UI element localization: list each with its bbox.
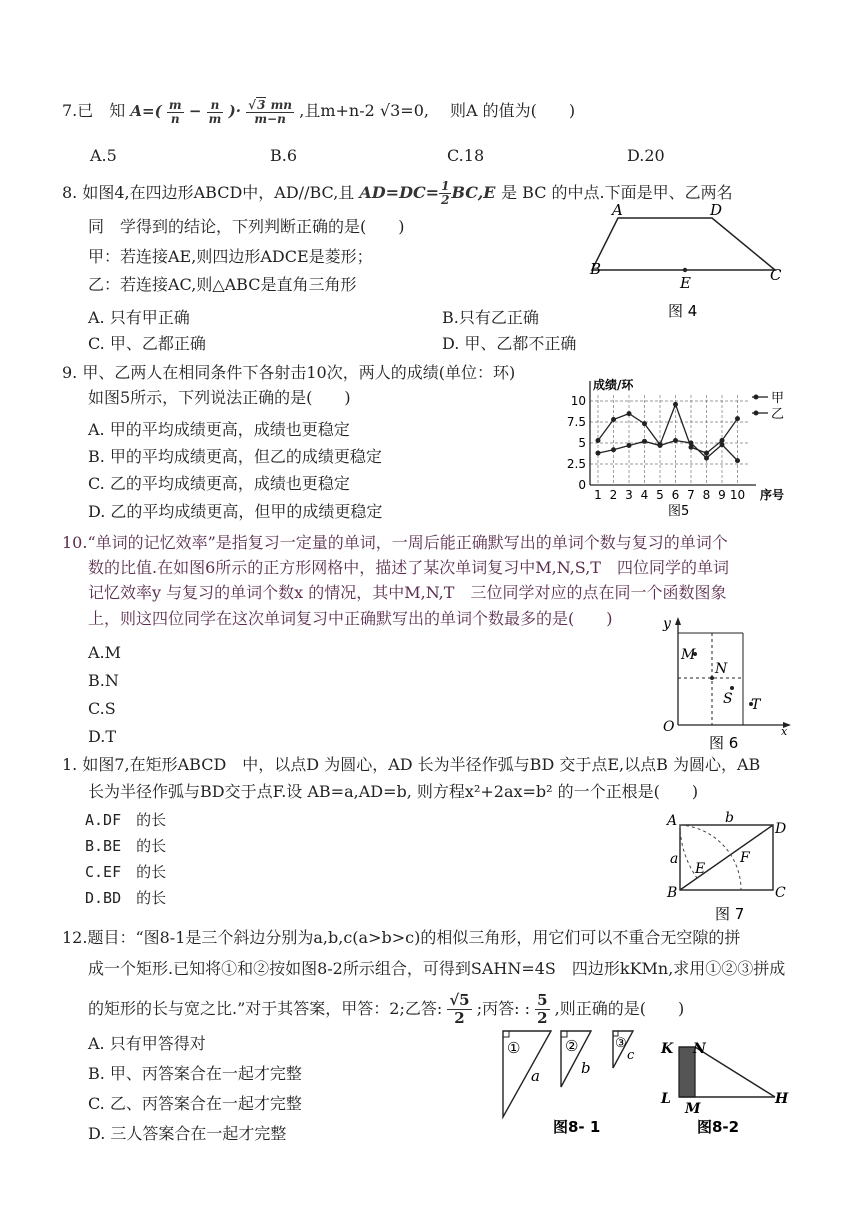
q11-fig-label-b-side: b: [725, 810, 734, 826]
series-point-yi: [596, 451, 601, 456]
q10-option-d[interactable]: D.T: [88, 727, 117, 746]
y-axis-label: 成绩/环: [593, 378, 634, 392]
series-point-yi: [704, 456, 709, 461]
series-point-yi: [611, 447, 616, 452]
q7-option-b[interactable]: B.6: [270, 146, 298, 165]
q11-stem-line1: 1. 如图7,在矩形ABCD 中，以点D 为圆心，AD 长为半径作弧与BD 交于点E,以点B 为圆心，AB: [62, 755, 761, 774]
x-tick-label: 9: [718, 488, 726, 502]
x-tick-label: 3: [625, 488, 633, 502]
series-point-yi: [673, 438, 678, 443]
q8-stem-line1: 8. 如图4,在四边形ABCD中，AD//BC,且 AD=DC= $\frac{1}{2}$ BC,E 是 BC 的中点.下面是甲、乙两名: [62, 179, 733, 207]
q12-option-c[interactable]: C. 乙、丙答案合在一起才完整: [88, 1094, 302, 1113]
q11-fig-caption: 图 7: [715, 905, 745, 923]
x-axis-label: 序号: [760, 488, 785, 502]
q12-fig81-label-3: ③: [615, 1036, 627, 1051]
legend-marker: [754, 411, 759, 416]
q12-option-a[interactable]: A. 只有甲答得对: [88, 1034, 206, 1053]
y-tick-label: 2.5: [566, 457, 586, 471]
q12-fig81-label-b: b: [581, 1059, 591, 1077]
y-tick-label: 7.5: [566, 415, 586, 429]
q7-option-c[interactable]: C.18: [447, 146, 485, 165]
x-tick-label: 2: [609, 488, 618, 502]
q7-stem: [62, 98, 575, 126]
q10-stem-line1: 10.“单词的记忆效率”是指复习一定量的单词，一周后能正确默写出的单词个数与复习的单词个: [62, 533, 728, 552]
q7-prefix: 7.已 知: [62, 101, 126, 120]
x-tick-label: 8: [702, 488, 711, 502]
q10-fig-label-s: S: [723, 691, 733, 707]
q11-fig-label-a-point: A: [667, 813, 678, 829]
q8-condition: AD=DC= $\frac{1}{2}$ BC,E: [359, 179, 496, 207]
legend-marker: [754, 395, 759, 400]
series-point-jia: [627, 411, 632, 416]
q9-stem-line2: 如图5所示，下列说法正确的是( ): [88, 388, 351, 407]
series-point-jia: [611, 417, 616, 422]
q10-option-b[interactable]: B.N: [88, 671, 119, 690]
q9-option-b[interactable]: B. 甲的平均成绩更高，但乙的成绩更稳定: [88, 447, 382, 466]
q10-stem-line2: 数的比值.在如图6所示的正方形网格中，描述了某次单词复习中M,N,S,T 四位同学的单词: [88, 558, 729, 577]
q11-option-a[interactable]: A.DF 的长: [85, 811, 167, 829]
q11-option-b[interactable]: B.BE 的长: [85, 837, 167, 855]
q11-fig-label-c: C: [775, 885, 786, 901]
q9-option-d[interactable]: D. 乙的平均成绩更高，但甲的成绩更稳定: [88, 502, 383, 521]
q12-stem-line3: 的矩形的长与宽之比.”对于其答案，甲答：2;乙答: $\frac{√5}{2}$ ;丙答: : $\frac{5}{2}$ ,则正确的是( ): [88, 991, 685, 1027]
x-tick-label: 4: [640, 488, 649, 502]
q7-suffix: ,且m+n-2 √3=0, 则A 的值为( ): [299, 101, 576, 120]
q8-stem-line2: 同 学得到的结论，下列判断正确的是( ): [88, 217, 405, 236]
q12-option-d[interactable]: D. 三人答案合在一起才完整: [88, 1124, 287, 1143]
q10-fig-label-t: T: [751, 697, 761, 713]
series-point-jia: [673, 402, 678, 407]
q8-figure4: [580, 200, 790, 325]
q8-fig-label-b: B: [590, 260, 602, 278]
q8-fig-caption: 图 4: [668, 302, 698, 320]
q11-option-d[interactable]: D.BD 的长: [85, 889, 167, 907]
q12-option-b[interactable]: B. 甲、丙答案合在一起才完整: [88, 1064, 302, 1083]
q11-stem-line2: 长为半径作弧与BD交于点F.设 AB=a,AD=b, 则方程x²+2ax=b² 的一个正根是( ): [88, 782, 699, 801]
q12-fig82-label-m: M: [685, 1101, 701, 1117]
q10-fig-label-n: N: [715, 661, 728, 677]
q8-option-d[interactable]: D. 甲、乙都不正确: [442, 334, 577, 353]
q12-fig81-label-a: a: [531, 1067, 540, 1085]
q12-fig82-label-k: K: [661, 1041, 674, 1057]
q12-fig82-label-l: L: [661, 1091, 671, 1107]
q12-fig82-label-h: H: [775, 1091, 789, 1107]
q11-figure7: [655, 805, 795, 925]
q12-fig82-label-n: N: [693, 1041, 706, 1057]
q10-figure6: [655, 615, 795, 755]
x-tick-label: 6: [671, 488, 680, 502]
chart-caption: 图5: [668, 504, 690, 519]
y-tick-label: 10: [570, 394, 586, 408]
q12-fig81-label-c: c: [627, 1048, 635, 1063]
q10-fig-label-y: y: [663, 616, 671, 632]
series-point-yi: [720, 442, 725, 447]
q12-fig82-caption: 图8-2: [697, 1118, 740, 1136]
q12-fig81-label-1: ①: [507, 1039, 521, 1057]
q7-option-d[interactable]: D.20: [627, 146, 665, 165]
q7-formula: A=( $\frac{m}{n}$ − $\frac{n}{m}$ )· $\frac{√3 mn}{m-n}$: [130, 97, 293, 126]
q12-figure8-1: [495, 1025, 655, 1140]
q8-fig-label-d: D: [710, 201, 723, 219]
q9-option-c[interactable]: C. 乙的平均成绩更高，成绩也更稳定: [88, 474, 350, 493]
series-point-yi: [642, 439, 647, 444]
y-tick-label: 5: [578, 436, 586, 450]
q10-option-c[interactable]: C.S: [88, 699, 116, 718]
q10-option-a[interactable]: A.M: [88, 643, 122, 662]
q11-option-c[interactable]: C.EF 的长: [85, 863, 167, 881]
q9-option-a[interactable]: A. 甲的平均成绩更高，成绩也更稳定: [88, 420, 350, 439]
series-point-jia: [735, 416, 740, 421]
q8-fig-label-e: E: [680, 274, 691, 292]
q11-fig-label-e: E: [695, 861, 706, 877]
q7-frac-m-n: $\frac{m}{n}$: [168, 97, 182, 126]
x-tick-label: 7: [687, 488, 695, 502]
q8-option-b[interactable]: B.只有乙正确: [442, 308, 539, 327]
q11-fig-label-d: D: [775, 821, 787, 837]
q8-option-a[interactable]: A. 只有甲正确: [88, 308, 190, 327]
q10-fig-label-x: x: [781, 725, 788, 738]
q7-frac-sqrt: $\frac{√3 mn}{m-n}$: [248, 97, 293, 126]
q12-fig81-label-2: ②: [565, 1037, 579, 1055]
series-line-yi: [598, 440, 738, 460]
series-point-jia: [704, 451, 709, 456]
q10-fig-label-m: M: [681, 647, 696, 663]
q8-option-c[interactable]: C. 甲、乙都正确: [88, 334, 206, 353]
x-tick-label: 5: [656, 488, 664, 502]
q12-fig81-caption: 图8- 1: [553, 1118, 601, 1136]
series-line-jia: [598, 404, 738, 453]
legend-label: 乙: [771, 407, 785, 422]
series-point-jia: [596, 438, 601, 443]
q10-stem-line3: 记忆效率y 与复习的单词个数x 的情况，其中M,N,T 三位同学对应的点在同一个函数图象: [88, 583, 727, 602]
series-point-jia: [642, 421, 647, 426]
q11-fig-label-f: F: [740, 850, 750, 866]
q8-fig-label-a: A: [612, 201, 623, 219]
q8-jia: 甲：若连接AE,则四边形ADCE是菱形；: [88, 247, 373, 266]
q8-fig-label-c: C: [770, 266, 782, 284]
q10-stem-line4: 上，则这四位同学在这次单词复习中正确默写出的单词个数最多的是( ): [88, 609, 613, 628]
q12-stem-line1: 12.题目：“图8-1是三个斜边分别为a,b,c(a>b>c)的相似三角形，用它们可以不重合无空隙的拼: [62, 928, 741, 947]
q11-fig-label-a-side: a: [670, 851, 679, 867]
series-point-yi: [627, 443, 632, 448]
y-tick-label: 0: [578, 478, 586, 492]
legend-label: 甲: [771, 391, 785, 406]
series-point-yi: [689, 441, 694, 446]
q9-stem-line1: 9. 甲、乙两人在相同条件下各射击10次，两人的成绩(单位：环): [62, 363, 516, 382]
q11-fig-label-b-point: B: [667, 885, 678, 901]
q12-yi-answer: $\frac{√5}{2}$: [449, 991, 470, 1027]
q7-option-a[interactable]: A.5: [90, 146, 117, 165]
q10-fig-caption: 图 6: [709, 734, 739, 752]
x-tick-label: 10: [729, 488, 746, 502]
q12-figure8-2: [655, 1035, 795, 1140]
q10-fig-label-o: O: [663, 719, 675, 735]
q7-frac-n-m: $\frac{n}{m}$: [208, 97, 222, 126]
q9-chart-figure5: [560, 375, 795, 520]
q8-yi: 乙：若连接AC,则△ABC是直角三角形: [88, 275, 357, 294]
series-point-yi: [735, 458, 740, 463]
q12-stem-line2: 成一个矩形.已知将①和②按如图8-2所示组合，可得到SAHN=4S 四边形kKMn,求用①②③拼成: [88, 959, 786, 978]
series-point-yi: [658, 443, 663, 448]
q12-bing-answer: $\frac{5}{2}$: [537, 991, 548, 1027]
x-tick-label: 1: [594, 488, 602, 502]
